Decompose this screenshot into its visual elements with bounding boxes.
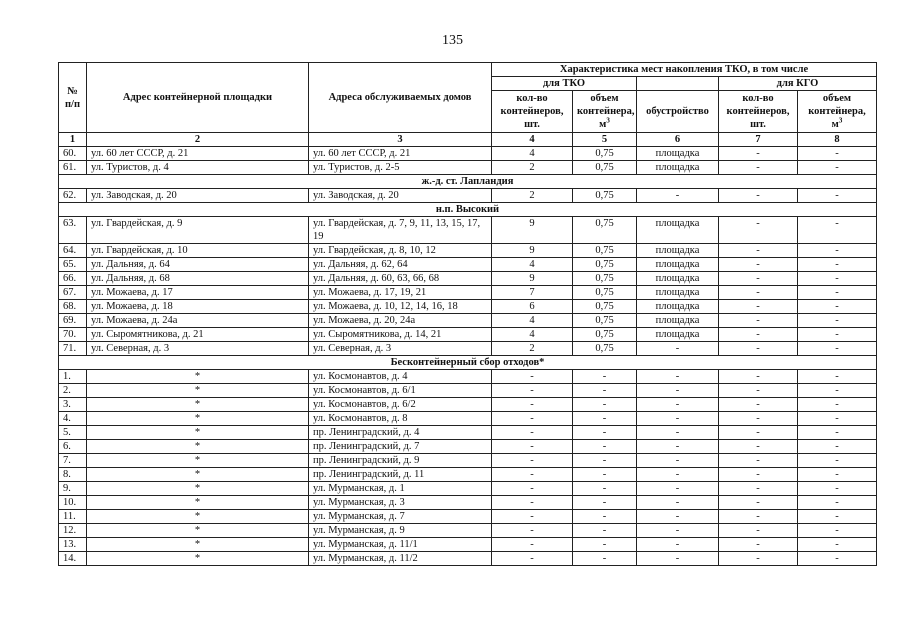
site-address: * [87,468,309,482]
header-tko: для ТКО [492,77,637,91]
row-number: 3. [59,398,87,412]
kgo-volume: - [798,342,877,356]
header-tko-count: кол-во контейнеров, шт. [492,91,573,133]
kgo-count: - [719,552,798,566]
site-address: * [87,384,309,398]
tko-volume: - [573,482,637,496]
tko-count: - [492,468,573,482]
table-row [59,412,877,426]
tko-count: - [492,384,573,398]
equipment: - [637,496,719,510]
row-number: 70. [59,328,87,342]
served-houses: ул. Космонавтов, д. 4 [309,370,492,384]
table-row [59,258,877,272]
site-address: ул. Дальняя, д. 68 [87,272,309,286]
column-number: 6 [637,133,719,147]
kgo-count: - [719,482,798,496]
kgo-volume: - [798,412,877,426]
kgo-count: - [719,314,798,328]
equipment: площадка [637,244,719,258]
row-number: 69. [59,314,87,328]
tko-volume: - [573,454,637,468]
row-number: 5. [59,426,87,440]
equipment: - [637,510,719,524]
kgo-count: - [719,217,798,244]
tko-count: 2 [492,189,573,203]
site-address: ул. Заводская, д. 20 [87,189,309,203]
row-number: 14. [59,552,87,566]
kgo-count: - [719,370,798,384]
table-row [59,524,877,538]
tko-volume: - [573,552,637,566]
site-address: * [87,398,309,412]
table-row [59,440,877,454]
tko-count: - [492,426,573,440]
equipment: - [637,342,719,356]
site-address: ул. Гвардейская, д. 10 [87,244,309,258]
site-address: ул. Дальняя, д. 64 [87,258,309,272]
kgo-volume: - [798,286,877,300]
equipment: - [637,440,719,454]
table-row [59,286,877,300]
tko-volume: - [573,384,637,398]
equipment: площадка [637,147,719,161]
site-address: ул. Можаева, д. 18 [87,300,309,314]
kgo-count: - [719,161,798,175]
kgo-volume: - [798,454,877,468]
site-address: ул. 60 лет СССР, д. 21 [87,147,309,161]
tko-count: - [492,496,573,510]
site-address: ул. Можаева, д. 24а [87,314,309,328]
tko-volume: 0,75 [573,314,637,328]
kgo-volume: - [798,189,877,203]
site-address: ул. Можаева, д. 17 [87,286,309,300]
served-houses: ул. Гвардейская, д. 7, 9, 11, 13, 15, 17, 19 [309,217,492,244]
kgo-count: - [719,398,798,412]
column-numbers-row [59,133,877,147]
served-houses: ул. Мурманская, д. 11/2 [309,552,492,566]
table-row [59,538,877,552]
tko-count: 9 [492,272,573,286]
kgo-volume: - [798,161,877,175]
table-row [59,496,877,510]
served-houses: ул. Дальняя, д. 60, 63, 66, 68 [309,272,492,286]
served-houses: ул. Дальняя, д. 62, 64 [309,258,492,272]
header-kgo: для КГО [719,77,877,91]
column-number: 5 [573,133,637,147]
equipment: - [637,524,719,538]
kgo-count: - [719,342,798,356]
header-tko-volume: объем контейнера, $м^3$ [573,91,637,133]
kgo-volume: - [798,328,877,342]
kgo-count: - [719,426,798,440]
tko-volume: - [573,412,637,426]
equipment: - [637,482,719,496]
served-houses: ул. Мурманская, д. 11/1 [309,538,492,552]
tko-volume: - [573,496,637,510]
header-equipment: обустройство [637,91,719,133]
table-row [59,468,877,482]
table-row [59,300,877,314]
kgo-count: - [719,524,798,538]
equipment: - [637,538,719,552]
served-houses: ул. Можаева, д. 17, 19, 21 [309,286,492,300]
tko-volume: - [573,538,637,552]
equipment: площадка [637,314,719,328]
kgo-count: - [719,286,798,300]
section-title: н.п. Высокий [59,203,877,217]
table-row [59,552,877,566]
tko-volume: 0,75 [573,300,637,314]
served-houses: ул. Гвардейская, д. 8, 10, 12 [309,244,492,258]
equipment: площадка [637,328,719,342]
row-number: 8. [59,468,87,482]
row-number: 6. [59,440,87,454]
row-number: 61. [59,161,87,175]
tko-volume: 0,75 [573,342,637,356]
served-houses: ул. Мурманская, д. 9 [309,524,492,538]
section-row [59,175,877,189]
column-number: 2 [87,133,309,147]
site-address: ул. Туристов, д. 4 [87,161,309,175]
tko-volume: 0,75 [573,272,637,286]
site-address: * [87,426,309,440]
kgo-volume: - [798,496,877,510]
site-address: * [87,412,309,426]
equipment: площадка [637,217,719,244]
kgo-count: - [719,538,798,552]
tko-count: - [492,538,573,552]
tko-count: 4 [492,314,573,328]
row-number: 9. [59,482,87,496]
served-houses: ул. Сыромятникова, д. 14, 21 [309,328,492,342]
kgo-volume: - [798,272,877,286]
kgo-volume: - [798,314,877,328]
section-row [59,356,877,370]
table-row [59,342,877,356]
equipment: площадка [637,258,719,272]
kgo-volume: - [798,300,877,314]
served-houses: ул. Космонавтов, д. 8 [309,412,492,426]
tko-count: - [492,370,573,384]
served-houses: пр. Ленинградский, д. 9 [309,454,492,468]
tko-count: - [492,510,573,524]
column-number: 3 [309,133,492,147]
equipment: площадка [637,286,719,300]
kgo-volume: - [798,244,877,258]
tko-count: - [492,440,573,454]
site-address: * [87,524,309,538]
kgo-volume: - [798,510,877,524]
equipment: площадка [637,161,719,175]
tko-count: 4 [492,147,573,161]
table-row [59,217,877,244]
tko-count: - [492,552,573,566]
tko-count: 7 [492,286,573,300]
kgo-count: - [719,189,798,203]
kgo-count: - [719,258,798,272]
equipment: - [637,384,719,398]
table-row [59,328,877,342]
equipment: - [637,426,719,440]
kgo-volume: - [798,482,877,496]
site-address: ул. Северная, д. 3 [87,342,309,356]
kgo-volume: - [798,440,877,454]
row-number: 13. [59,538,87,552]
row-number: 7. [59,454,87,468]
header-served-houses: Адреса обслуживаемых домов [309,63,492,133]
tko-volume: - [573,510,637,524]
table-row [59,398,877,412]
section-row [59,203,877,217]
column-number: 7 [719,133,798,147]
kgo-count: - [719,300,798,314]
tko-volume: 0,75 [573,244,637,258]
served-houses: ул. Северная, д. 3 [309,342,492,356]
tko-count: 9 [492,217,573,244]
kgo-volume: - [798,217,877,244]
row-number: 67. [59,286,87,300]
site-address: * [87,552,309,566]
tko-count: - [492,412,573,426]
kgo-count: - [719,510,798,524]
table-header [59,63,877,147]
tko-volume: - [573,398,637,412]
table-row [59,272,877,286]
kgo-volume: - [798,538,877,552]
table-row [59,189,877,203]
tko-volume: - [573,524,637,538]
equipment: - [637,398,719,412]
kgo-count: - [719,328,798,342]
header-site-address: Адрес контейнерной площадки [87,63,309,133]
equipment: - [637,412,719,426]
site-address: * [87,440,309,454]
table-row [59,147,877,161]
column-number: 8 [798,133,877,147]
tko-count: - [492,482,573,496]
tko-volume: - [573,370,637,384]
column-number: 1 [59,133,87,147]
column-number: 4 [492,133,573,147]
served-houses: ул. Можаева, д. 10, 12, 14, 16, 18 [309,300,492,314]
table-row [59,454,877,468]
site-address: * [87,482,309,496]
tko-count: - [492,524,573,538]
served-houses: ул. Заводская, д. 20 [309,189,492,203]
tko-count: 2 [492,161,573,175]
site-address: * [87,496,309,510]
header-num: № п/п [59,63,87,133]
table-row [59,384,877,398]
row-number: 11. [59,510,87,524]
site-address: ул. Гвардейская, д. 9 [87,217,309,244]
served-houses: ул. Мурманская, д. 3 [309,496,492,510]
header-kgo-volume: объем контейнера, $м^3$ [798,91,877,133]
waste-sites-table [58,62,877,566]
row-number: 1. [59,370,87,384]
kgo-volume: - [798,147,877,161]
section-title: ж.-д. ст. Лапландия [59,175,877,189]
tko-volume: 0,75 [573,147,637,161]
row-number: 64. [59,244,87,258]
tko-volume: 0,75 [573,328,637,342]
tko-volume: - [573,426,637,440]
tko-volume: - [573,468,637,482]
served-houses: ул. Космонавтов, д. 6/1 [309,384,492,398]
tko-count: - [492,398,573,412]
row-number: 10. [59,496,87,510]
row-number: 2. [59,384,87,398]
site-address: * [87,510,309,524]
page-number: 135 [442,33,463,48]
tko-count: 4 [492,258,573,272]
tko-volume: 0,75 [573,258,637,272]
section-title: Бесконтейнерный сбор отходов* [59,356,877,370]
kgo-volume: - [798,398,877,412]
served-houses: ул. Мурманская, д. 7 [309,510,492,524]
kgo-count: - [719,454,798,468]
row-number: 60. [59,147,87,161]
kgo-count: - [719,412,798,426]
site-address: * [87,538,309,552]
equipment: площадка [637,272,719,286]
served-houses: ул. Мурманская, д. 1 [309,482,492,496]
kgo-volume: - [798,258,877,272]
kgo-count: - [719,496,798,510]
kgo-volume: - [798,468,877,482]
kgo-count: - [719,147,798,161]
tko-volume: - [573,440,637,454]
equipment: площадка [637,300,719,314]
site-address: * [87,370,309,384]
row-number: 66. [59,272,87,286]
served-houses: пр. Ленинградский, д. 7 [309,440,492,454]
kgo-count: - [719,468,798,482]
kgo-volume: - [798,426,877,440]
table-row [59,161,877,175]
row-number: 68. [59,300,87,314]
site-address: ул. Сыромятникова, д. 21 [87,328,309,342]
kgo-count: - [719,440,798,454]
equipment: - [637,189,719,203]
kgo-count: - [719,272,798,286]
kgo-count: - [719,384,798,398]
tko-volume: 0,75 [573,286,637,300]
row-number: 62. [59,189,87,203]
row-number: 4. [59,412,87,426]
tko-volume: 0,75 [573,161,637,175]
row-number: 12. [59,524,87,538]
equipment: - [637,468,719,482]
header-kgo-count: кол-во контейнеров, шт. [719,91,798,133]
kgo-volume: - [798,384,877,398]
table-row [59,370,877,384]
table-row [59,426,877,440]
table-row [59,244,877,258]
tko-volume: 0,75 [573,189,637,203]
equipment: - [637,454,719,468]
equipment: - [637,370,719,384]
kgo-count: - [719,244,798,258]
tko-count: 2 [492,342,573,356]
kgo-volume: - [798,370,877,384]
tko-count: 9 [492,244,573,258]
kgo-volume: - [798,552,877,566]
table-row [59,510,877,524]
tko-count: - [492,454,573,468]
kgo-volume: - [798,524,877,538]
tko-count: 6 [492,300,573,314]
table-row [59,482,877,496]
served-houses: ул. Туристов, д. 2-5 [309,161,492,175]
served-houses: пр. Ленинградский, д. 11 [309,468,492,482]
served-houses: ул. Можаева, д. 20, 24а [309,314,492,328]
tko-count: 4 [492,328,573,342]
site-address: * [87,454,309,468]
served-houses: ул. 60 лет СССР, д. 21 [309,147,492,161]
row-number: 65. [59,258,87,272]
row-number: 63. [59,217,87,244]
tko-volume: 0,75 [573,217,637,244]
row-number: 71. [59,342,87,356]
table-body [59,147,877,566]
served-houses: пр. Ленинградский, д. 4 [309,426,492,440]
served-houses: ул. Космонавтов, д. 6/2 [309,398,492,412]
header-characteristics: Характеристика мест накопления ТКО, в том числе [492,63,877,77]
equipment: - [637,552,719,566]
table-row [59,314,877,328]
